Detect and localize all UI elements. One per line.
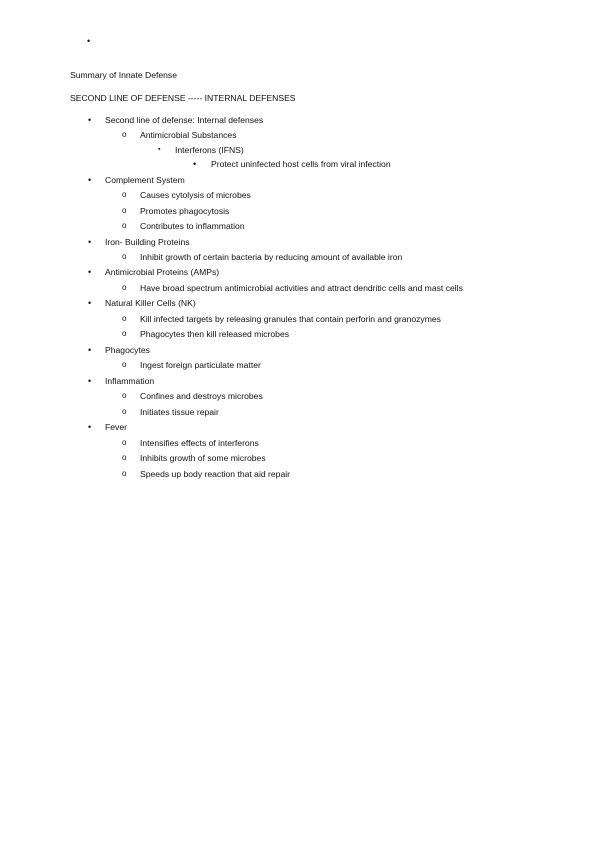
bullet-marker: o	[122, 282, 127, 292]
bullet-marker: o	[122, 221, 127, 231]
outline-item-level-0	[0, 235, 595, 249]
outline-item-text: Inhibits growth of some microbes	[140, 453, 266, 464]
outline-item-level-1	[0, 436, 595, 450]
outline-item-level-0	[0, 374, 595, 388]
outline-item-text: Antimicrobial Substances	[140, 130, 237, 141]
outline-item-text: Inflammation	[105, 375, 155, 386]
outline-item-level-1	[0, 358, 595, 372]
outline-item-text: Interferons (IFNS)	[175, 144, 244, 155]
bullet-marker: o	[122, 437, 127, 447]
bullet-marker: o	[122, 205, 127, 215]
bullet-marker: •	[88, 298, 92, 309]
outline-item-text: Phagocytes then kill released microbes	[140, 329, 290, 340]
outline-item-level-1	[0, 219, 595, 233]
outline-list	[0, 113, 595, 481]
outline-item-level-1	[0, 204, 595, 218]
outline-item-text: Intensifies effects of interferons	[140, 437, 259, 448]
bullet-marker: •	[193, 159, 197, 170]
outline-item-level-1	[0, 312, 595, 326]
bullet-marker: •	[88, 422, 92, 433]
document-subtitle: SECOND LINE OF DEFENSE ----- INTERNAL DEFENSES	[70, 93, 296, 103]
bullet-marker: •	[88, 174, 92, 185]
outline-item-text: Initiates tissue repair	[140, 406, 219, 417]
bullet-marker: •	[88, 375, 92, 386]
outline-item-text: Natural Killer Cells (NK)	[105, 298, 196, 309]
outline-item-text: Protect uninfected host cells from viral infection	[211, 159, 391, 170]
bullet-marker: o	[122, 329, 127, 339]
outline-item-level-1	[0, 188, 595, 202]
bullet-marker: o	[122, 313, 127, 323]
outline-item-text: Speeds up body reaction that aid repair	[140, 468, 291, 479]
outline-item-level-0	[0, 343, 595, 357]
outline-item-level-1	[0, 405, 595, 419]
outline-item-level-1	[0, 389, 595, 403]
outline-item-level-1	[0, 250, 595, 264]
document-title: Summary of Innate Defense	[70, 70, 177, 80]
outline-item-text: Contributes to inflammation	[140, 221, 245, 232]
outline-item-text: Second line of defense: Internal defenses	[105, 115, 264, 125]
outline-item-level-1	[0, 327, 595, 341]
outline-item-level-1	[0, 467, 595, 481]
outline-item-level-0	[0, 173, 595, 187]
bullet-marker: o	[122, 251, 127, 261]
outline-item-level-2	[0, 143, 595, 157]
outline-item-text: Kill infected targets by releasing granules that contain perforin and granozymes	[140, 313, 441, 324]
bullet-marker: o	[122, 453, 127, 463]
bullet-marker: o	[122, 406, 127, 416]
bullet-marker: •	[88, 115, 92, 125]
outline-item-text: Complement System	[105, 174, 185, 185]
outline-item-level-0	[0, 265, 595, 279]
outline-item-level-0	[0, 296, 595, 310]
bullet-marker: •	[88, 267, 92, 278]
outline-item-level-1	[0, 128, 595, 142]
outline-item-text: Promotes phagocytosis	[140, 205, 230, 216]
bullet-marker: o	[122, 468, 127, 478]
outline-item-level-3	[0, 157, 595, 171]
bullet-marker: ▪	[158, 145, 161, 153]
outline-item-text: Iron- Building Proteins	[105, 236, 190, 247]
bullet-marker: o	[122, 360, 127, 370]
outline-item-text: Confines and destroys microbes	[140, 391, 263, 402]
outline-item-text: Phagocytes	[105, 344, 150, 355]
bullet-marker: o	[122, 190, 127, 200]
outline-item-text: Ingest foreign particulate matter	[140, 360, 261, 371]
bullet-marker: o	[122, 391, 127, 401]
bullet-marker: •	[88, 344, 92, 355]
outline-item-text: Antimicrobial Proteins (AMPs)	[105, 267, 220, 278]
outline-item-level-1	[0, 451, 595, 465]
lone-bullet: •	[87, 36, 91, 46]
outline-item-level-1	[0, 281, 595, 295]
outline-item-text: Inhibit growth of certain bacteria by reducing amount of available iron	[140, 251, 403, 262]
outline-item-text: Have broad spectrum antimicrobial activities and attract dendritic cells and mast cells	[140, 282, 463, 293]
bullet-marker: o	[122, 130, 127, 140]
bullet-marker: •	[88, 236, 92, 247]
outline-item-level-0	[0, 420, 595, 434]
outline-item-level-0	[0, 113, 595, 127]
outline-item-text: Fever	[105, 422, 127, 433]
outline-item-text: Causes cytolysis of microbes	[140, 190, 251, 201]
